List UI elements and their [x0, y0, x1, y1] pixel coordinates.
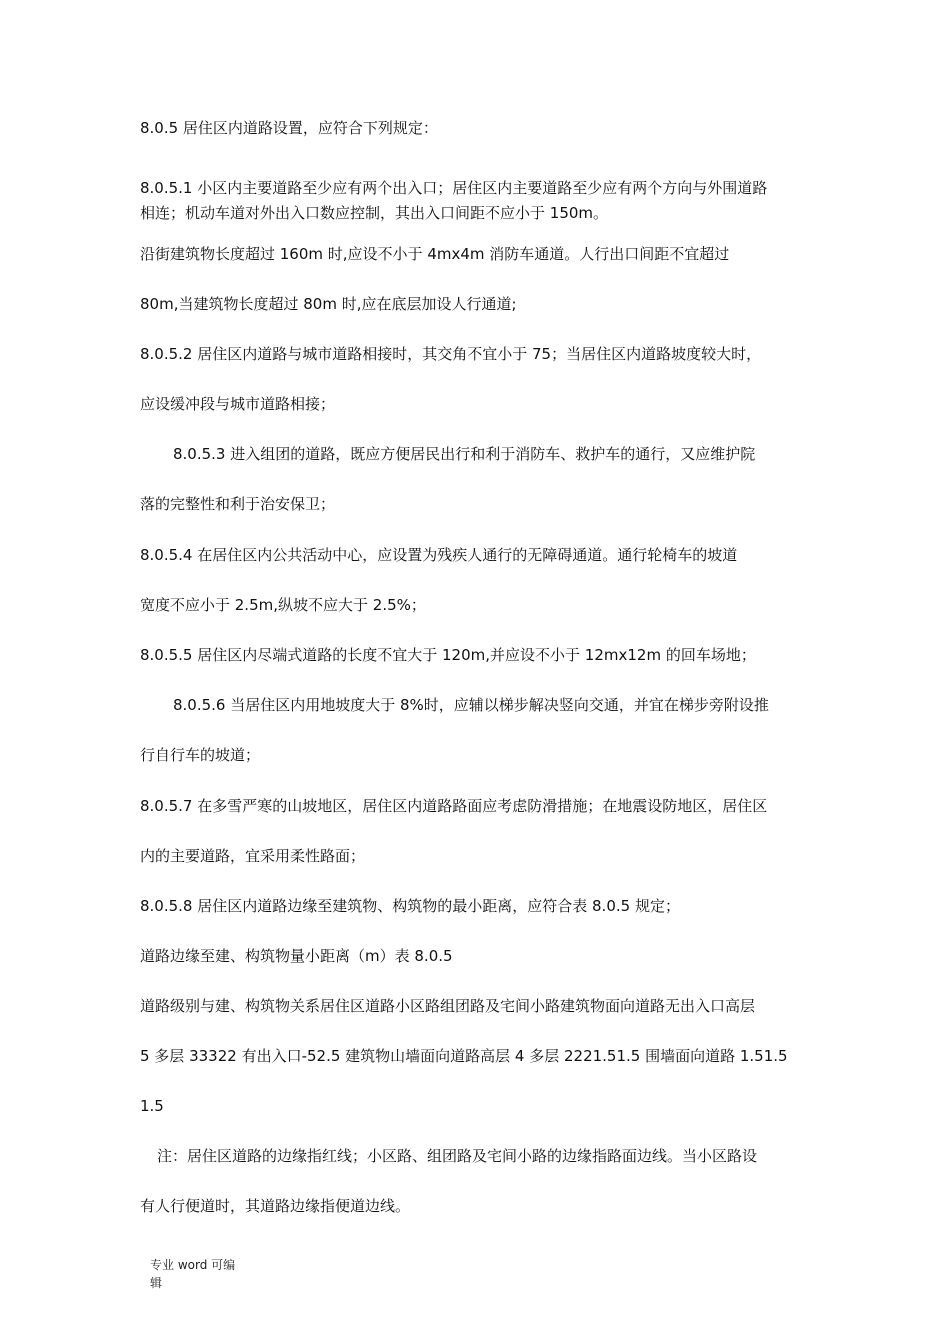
paragraph-line: 8.0.5.1 小区内主要道路至少应有两个出入口；居住区内主要道路至少应有两个方向与外围道路 [140, 179, 768, 197]
paragraph-line: 8.0.5.8 居住区内道路边缘至建筑物、构筑物的最小距离，应符合表 8.0.5 规定； [140, 897, 680, 915]
footer-watermark-line: 专业 word 可编 [150, 1258, 236, 1272]
paragraph-line: 相连；机动车道对外出入口数应控制，其出入口间距不应小于 150m。 [140, 204, 609, 222]
paragraph-line: 应设缓冲段与城市道路相接； [140, 395, 336, 413]
paragraph-line: 8.0.5.4 在居住区内公共活动中心，应设置为残疾人通行的无障碍通道。通行轮椅车的坡道 [140, 546, 738, 564]
note-line: 注：居住区道路的边缘指红线；小区路、组团路及宅间小路的边缘指路面边线。当小区路设 [157, 1147, 758, 1165]
paragraph-line: 8.0.5.2 居住区内道路与城市道路相接时，其交角不宜小于 75；当居住区内道路坡度较大时， [140, 345, 762, 363]
table-caption: 道路边缘至建、构筑物量小距离（m）表 8.0.5 [140, 947, 453, 965]
paragraph-line: 8.0.5.6 当居住区内用地坡度大于 8%时，应辅以梯步解决竖向交通，并宜在梯步旁附设推 [173, 696, 769, 714]
footer-watermark-line: 辑 [150, 1276, 163, 1290]
paragraph-line: 落的完整性和利于治安保卫； [140, 495, 336, 513]
paragraph-line: 8.0.5.7 在多雪严寒的山坡地区，居住区内道路路面应考虑防滑措施；在地震设防地区，居住区 [140, 797, 768, 815]
paragraph-line: 沿街建筑物长度超过 160m 时,应设不小于 4mx4m 消防车通道。人行出口间距不宜超过 [140, 245, 730, 263]
table-text-line: 5 多层 33322 有出入口-52.5 建筑物山墙面向道路高层 4 多层 2221.51.5 围墙面向道路 1.51.5 [140, 1047, 788, 1065]
paragraph-line: 8.0.5.5 居住区内尽端式道路的长度不宜大于 120m,并应设不小于 12mx12m 的回车场地； [140, 646, 756, 664]
paragraph-line: 行自行车的坡道； [140, 746, 261, 764]
note-line: 有人行便道时，其道路边缘指便道边线。 [140, 1197, 411, 1215]
paragraph-line: 宽度不应小于 2.5m,纵坡不应大于 2.5%； [140, 596, 426, 614]
paragraph-line: 8.0.5.3 进入组团的道路，既应方便居民出行和利于消防车、救护车的通行，又应维护院 [173, 445, 756, 463]
heading-8-0-5: 8.0.5 居住区内道路设置，应符合下列规定： [140, 119, 438, 137]
paragraph-line: 80m,当建筑物长度超过 80m 时,应在底层加设人行通道; [140, 295, 517, 313]
paragraph-line: 内的主要道路，宜采用柔性路面； [140, 847, 366, 865]
table-text-line: 1.5 [140, 1097, 164, 1115]
table-text-line: 道路级别与建、构筑物关系居住区道路小区路组团路及宅间小路建筑物面向道路无出入口高层 [140, 997, 756, 1015]
